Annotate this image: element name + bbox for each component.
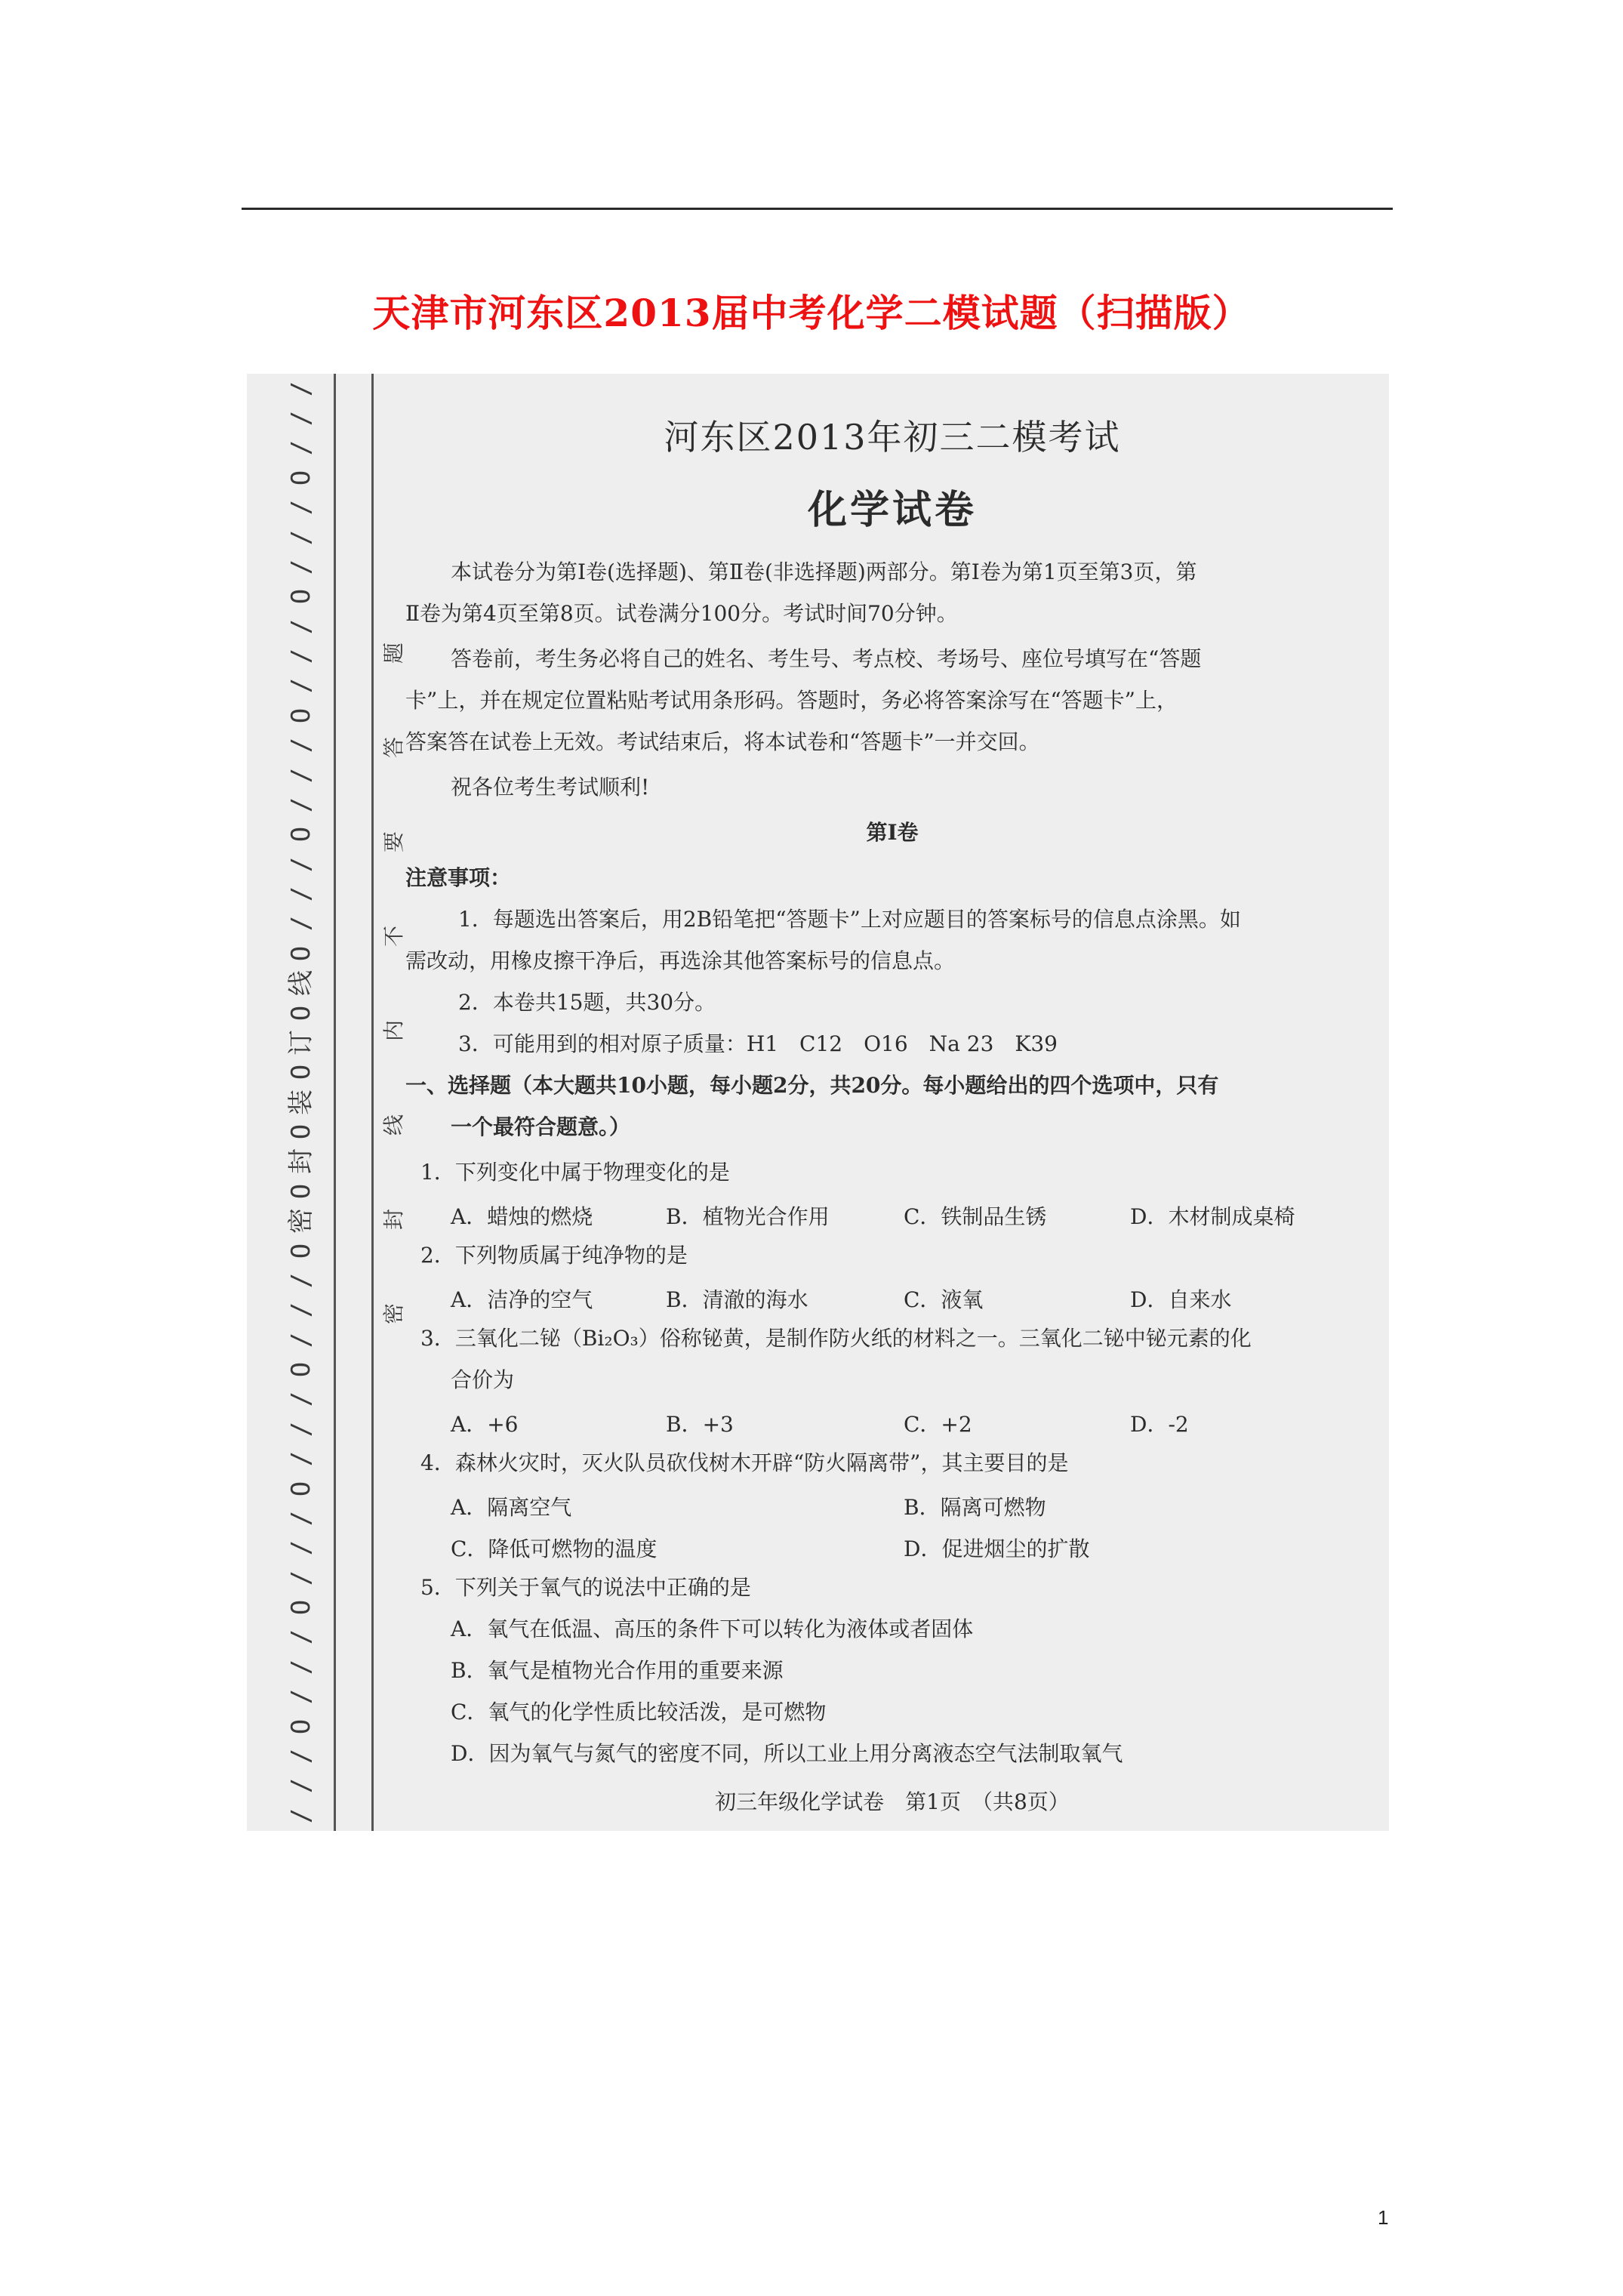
binding-mark: / xyxy=(285,1540,316,1556)
option: A．氧气在低温、高压的条件下可以转化为液体或者固体 xyxy=(451,1616,974,1641)
option: A．隔离空气 xyxy=(451,1495,572,1520)
binding-mark: / xyxy=(285,1808,316,1823)
binding-label: 线 xyxy=(380,1114,406,1136)
binding-mark: O xyxy=(285,1243,316,1259)
binding-mark: O xyxy=(285,1361,316,1378)
binding-mark: / xyxy=(285,1391,316,1407)
binding-mark: 封 xyxy=(286,1148,316,1175)
binding-mark: / xyxy=(285,381,316,396)
binding-mark: / xyxy=(285,618,316,634)
binding-mark: / xyxy=(285,1659,316,1675)
question-stem: 5．下列关于氧气的说法中正确的是 xyxy=(420,1575,751,1600)
notice-heading: 注意事项： xyxy=(405,865,512,890)
binding-mark: / xyxy=(285,499,316,516)
binding-mark: / xyxy=(285,648,316,664)
binding-mark: / xyxy=(285,856,316,872)
binding-mark: / xyxy=(285,1629,316,1645)
option: B．+3 xyxy=(666,1412,734,1437)
binding-divider xyxy=(371,374,374,1831)
option: A．蜡烛的燃烧 xyxy=(451,1204,593,1229)
binding-mark: / xyxy=(285,1570,316,1586)
binding-mark: / xyxy=(285,678,316,694)
question-stem: 1．下列变化中属于物理变化的是 xyxy=(420,1160,730,1185)
binding-mark: O xyxy=(285,1718,316,1734)
question-stem: 合价为 xyxy=(451,1367,515,1392)
option: C．液氧 xyxy=(904,1287,984,1312)
option: D．促进烟尘的扩散 xyxy=(904,1536,1090,1561)
binding-mark: O xyxy=(285,945,316,962)
exam-title: 河东区2013年初三二模考试 xyxy=(664,417,1121,458)
binding-mark: / xyxy=(285,440,316,456)
binding-mark: 装 xyxy=(286,1089,316,1115)
binding-mark: / xyxy=(285,1510,316,1527)
intro-text: 卡”上，并在规定位置粘贴考试用条形码。答题时，务必将答案涂写在“答题卡”上， xyxy=(405,688,1178,713)
question-stem: 3．三氧化二铋（Bi₂O₃）俗称铋黄，是制作防火纸的材料之一。三氧化二铋中铋元素的化 xyxy=(420,1326,1252,1351)
binding-mark: / xyxy=(285,1302,316,1318)
binding-label: 要 xyxy=(380,831,406,853)
binding-mark: / xyxy=(285,1688,316,1705)
binding-label: 题 xyxy=(380,642,406,664)
binding-mark: / xyxy=(285,767,316,783)
question-stem: 2．下列物质属于纯净物的是 xyxy=(420,1243,688,1268)
option: B．清澈的海水 xyxy=(666,1287,808,1312)
paper-title: 化学试卷 xyxy=(807,487,977,533)
intro-text: 本试卷分为第Ⅰ卷(选择题)、第Ⅱ卷(非选择题)两部分。第Ⅰ卷为第1页至第3页，第 xyxy=(451,559,1197,584)
option: C．铁制品生锈 xyxy=(904,1204,1047,1229)
binding-mark: O xyxy=(285,1599,316,1616)
notice-item: 1．每题选出答案后，用2B铅笔把“答题卡”上对应题目的答案标号的信息点涂黑。如 xyxy=(458,907,1241,932)
binding-mark: / xyxy=(285,529,316,545)
option: C．降低可燃物的温度 xyxy=(451,1536,658,1561)
option: B．氧气是植物光合作用的重要来源 xyxy=(451,1658,784,1683)
binding-mark: O xyxy=(285,1481,316,1496)
intro-text: Ⅱ卷为第4页至第8页。试卷满分100分。考试时间70分钟。 xyxy=(405,601,958,626)
document-title: 天津市河东区2013届中考化学二模试题（扫描版） xyxy=(372,291,1251,335)
option: D．-2 xyxy=(1130,1412,1189,1437)
option: D．自来水 xyxy=(1130,1287,1232,1312)
binding-mark: 订 xyxy=(286,1029,316,1056)
binding-mark: / xyxy=(285,1450,316,1467)
notice-item: 2．本卷共15题，共30分。 xyxy=(458,990,716,1015)
no-answer-zone-labels xyxy=(336,374,449,1831)
binding-label: 不 xyxy=(380,925,406,948)
binding-mark: 线 xyxy=(286,970,316,997)
question-stem: 4．森林火灾时，灭火队员砍伐树木开辟“防火隔离带”，其主要目的是 xyxy=(420,1450,1069,1475)
option: A．+6 xyxy=(451,1412,519,1437)
intro-text: 答卷前，考生务必将自己的姓名、考生号、考点校、考场号、座位号填写在“答题 xyxy=(451,646,1202,671)
page-number: 1 xyxy=(1378,2206,1389,2229)
binding-label: 封 xyxy=(380,1208,406,1231)
binding-mark: / xyxy=(285,1421,316,1438)
binding-mark: / xyxy=(285,1748,316,1764)
scanned-exam-page xyxy=(247,374,1389,1831)
binding-mark: / xyxy=(285,410,316,427)
option: A．洁净的空气 xyxy=(451,1287,593,1312)
binding-mark: O xyxy=(285,1123,316,1140)
binding-mark: / xyxy=(285,737,316,754)
option: B．植物光合作用 xyxy=(666,1204,830,1229)
option: C．+2 xyxy=(904,1412,972,1437)
binding-mark: / xyxy=(285,1332,316,1348)
binding-mark: / xyxy=(285,886,316,902)
binding-mark: / xyxy=(285,1778,316,1794)
scan-page-footer: 初三年级化学试卷 第1页 （共8页） xyxy=(715,1789,1070,1814)
binding-mark: O xyxy=(285,470,316,486)
binding-mark: / xyxy=(285,559,316,575)
notice-item: 3．可能用到的相对原子质量：H1 C12 O16 Na 23 K39 xyxy=(458,1031,1058,1056)
option: C．氧气的化学性质比较活泼，是可燃物 xyxy=(451,1700,827,1724)
binding-mark: O xyxy=(285,827,316,843)
part-heading: 一、选择题（本大题共10小题，每小题2分，共20分。每小题给出的四个选项中，只有 xyxy=(405,1073,1219,1098)
intro-text: 答案答在试卷上无效。考试结束后，将本试卷和“答题卡”一并交回。 xyxy=(405,729,1040,754)
binding-mark: O xyxy=(285,589,316,605)
binding-mark: O xyxy=(285,707,316,724)
option: B．隔离可燃物 xyxy=(904,1495,1046,1520)
notice-item: 需改动，用橡皮擦干净后，再选涂其他答案标号的信息点。 xyxy=(405,948,956,973)
binding-mark: 密 xyxy=(286,1208,316,1234)
binding-label: 答 xyxy=(380,736,406,759)
option: D．木材制成桌椅 xyxy=(1130,1204,1295,1229)
binding-mark: / xyxy=(285,797,316,813)
binding-label: 内 xyxy=(380,1019,406,1042)
top-rule xyxy=(242,208,1393,210)
binding-mark: / xyxy=(285,916,316,932)
good-luck-text: 祝各位考生考试顺利! xyxy=(451,775,650,800)
section-heading: 第Ⅰ卷 xyxy=(866,820,919,845)
binding-mark: / xyxy=(285,1272,316,1289)
binding-mark: O xyxy=(285,1005,316,1021)
binding-margin-marks xyxy=(279,374,324,1831)
binding-mark: O xyxy=(285,1065,316,1080)
option: D．因为氧气与氮气的密度不同，所以工业上用分离液态空气法制取氧气 xyxy=(451,1741,1123,1766)
binding-label: 密 xyxy=(380,1302,406,1325)
part-heading: 一个最符合题意。） xyxy=(451,1114,631,1139)
binding-mark: O xyxy=(285,1183,316,1200)
